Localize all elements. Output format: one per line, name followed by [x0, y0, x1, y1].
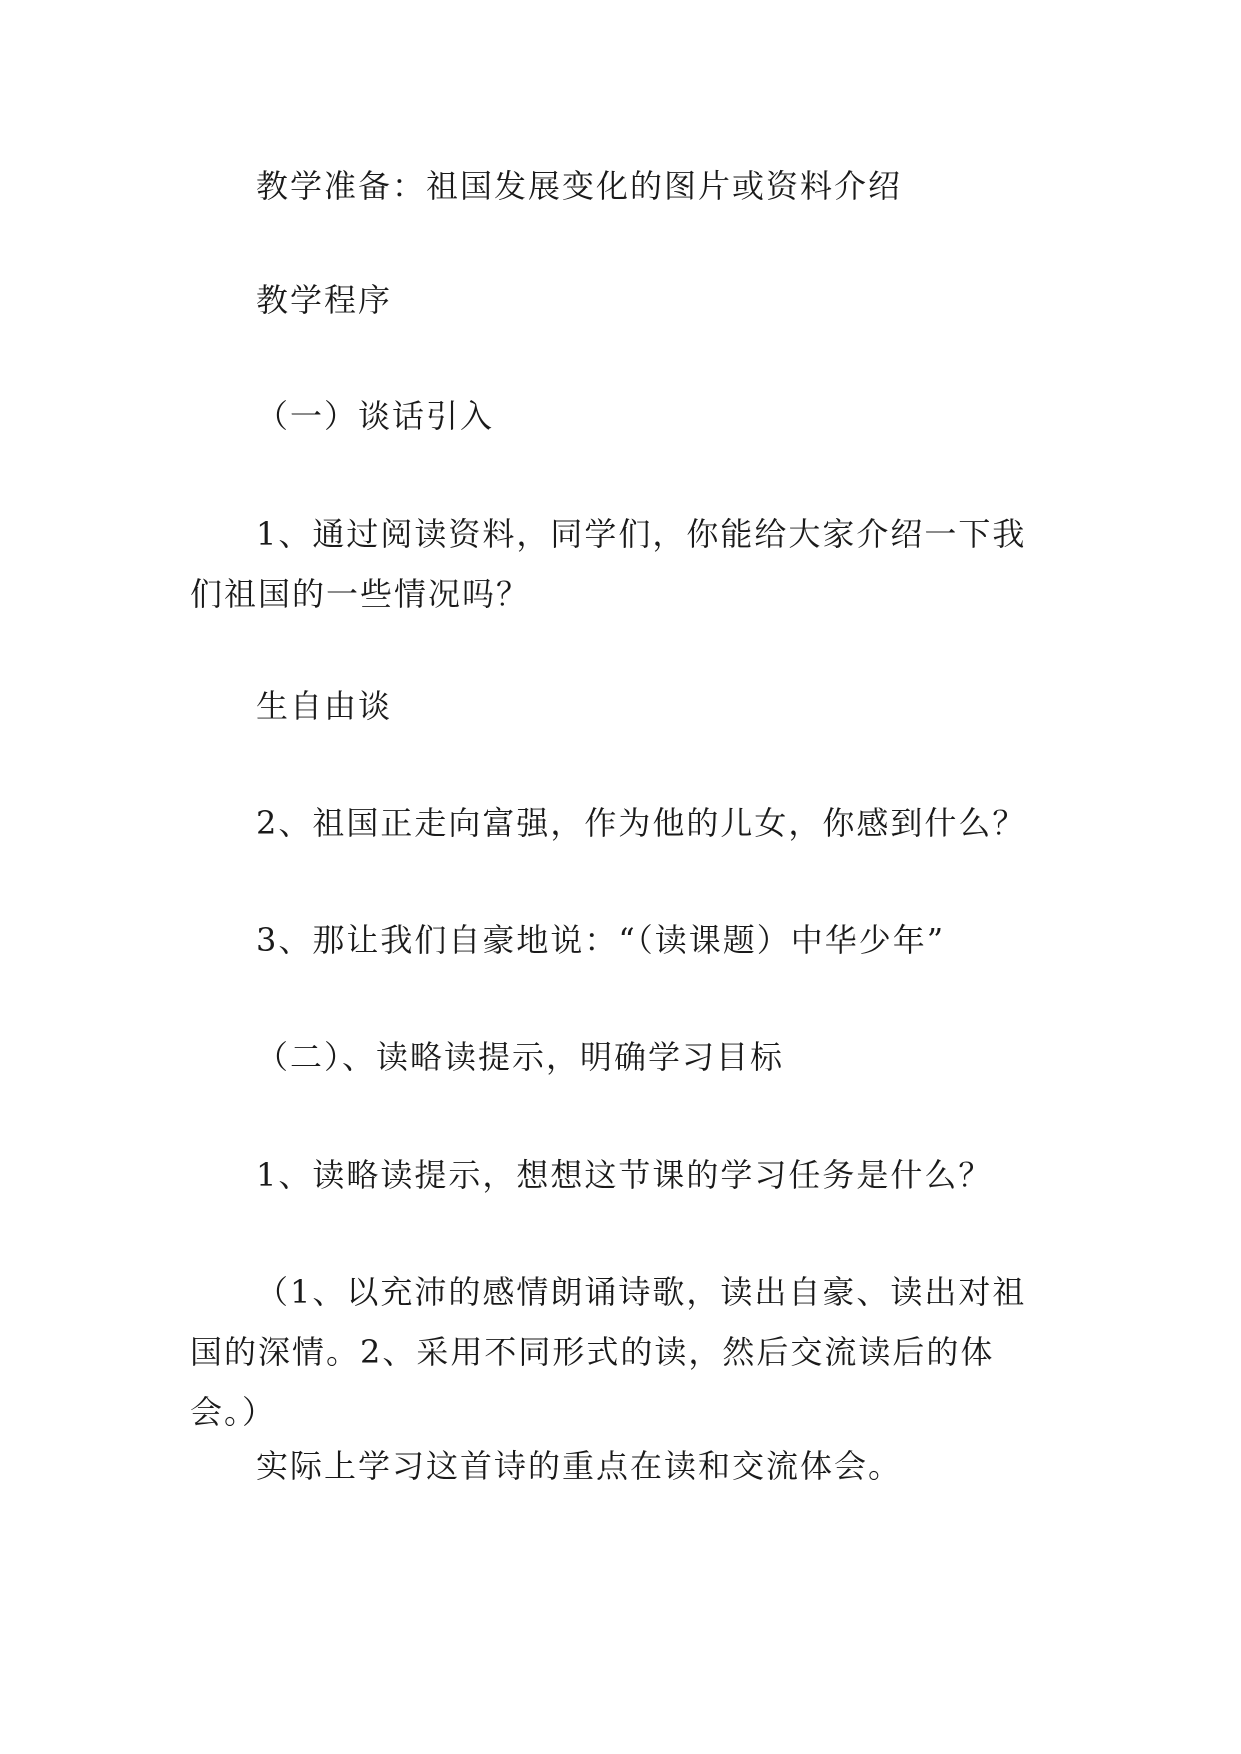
- paragraph-question-2: 2、祖国正走向富强，作为他的儿女，你感到什么？: [256, 804, 1027, 842]
- paragraph-question-1: 1、通过阅读资料，同学们，你能给大家介绍一下我们祖国的一些情况吗？: [190, 515, 1027, 613]
- section-heading-learning-goals: （二）、读略读提示，明确学习目标: [256, 1038, 785, 1076]
- paragraph-teaching-preparation: 教学准备：祖国发展变化的图片或资料介绍: [256, 167, 903, 205]
- paragraph-task-question: 1、读略读提示，想想这节课的学习任务是什么？: [256, 1156, 993, 1194]
- paragraph-free-talk: 生自由谈: [256, 687, 393, 725]
- section-heading-intro: （一）谈话引入: [256, 397, 495, 435]
- paragraph-question-3: 3、那让我们自豪地说：“（读课题）中华少年”: [256, 921, 946, 959]
- paragraph-teaching-procedure-heading: 教学程序: [256, 281, 393, 319]
- paragraph-focus-summary: 实际上学习这首诗的重点在读和交流体会。: [256, 1447, 903, 1485]
- paragraph-learning-tasks: （1、以充沛的感情朗诵诗歌，读出自豪、读出对祖国的深情。2、采用不同形式的读，然后交流读后的体会。）: [190, 1273, 1027, 1431]
